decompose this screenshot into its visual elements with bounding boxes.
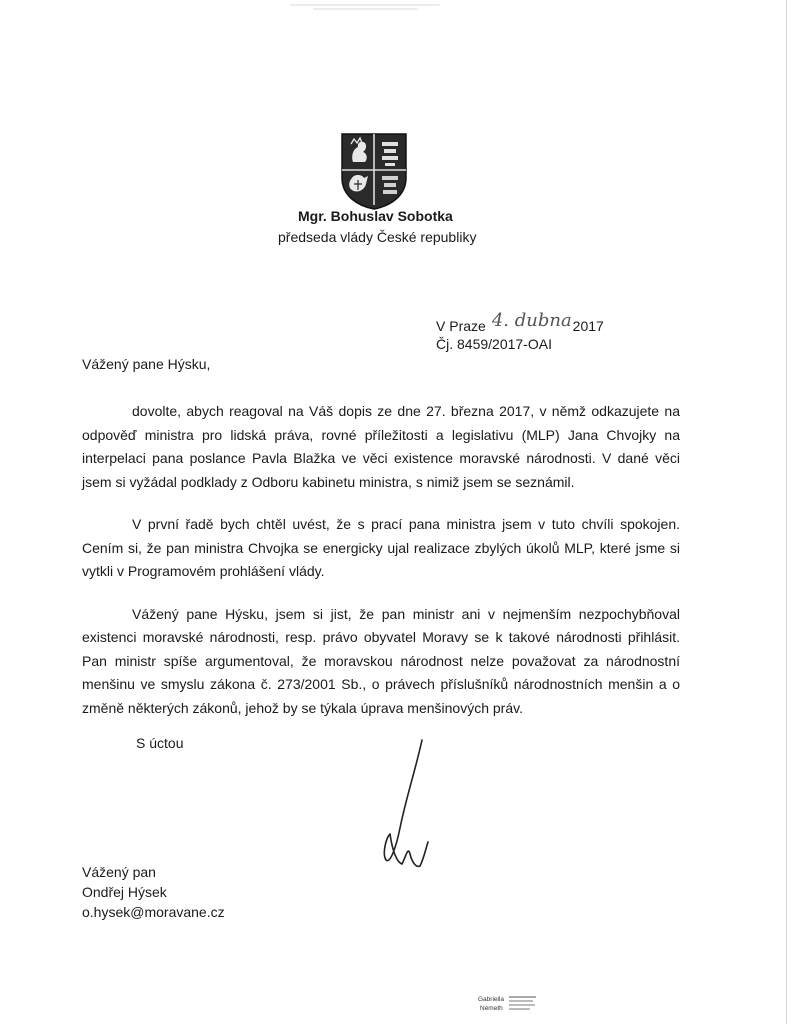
- recipient-name: Ondřej Hýsek: [82, 884, 167, 900]
- place: V Praze: [436, 318, 486, 334]
- paragraph: Vážený pane Hýsku, jsem si jist, že pan ministr ani v nejmenším nezpochybňoval existenci moravské národnosti, resp. právo obyvatel Moravy se k takové národnosti přihlásit. Pan ministr spíše argumentoval, že moravskou národnost nelze považovat za národnostní menšinu ve smyslu zákona č. 273/2001 Sb., o právech příslušníků národnostních menšin a o změně některých zákonů, jehož by se týkala úprava menšinových práv.: [82, 605, 680, 716]
- bleed-through-marks: [290, 2, 440, 12]
- svg-text:Németh: Németh: [480, 1005, 503, 1012]
- page-edge: [786, 0, 787, 1024]
- closing: S úctou: [136, 735, 184, 751]
- digital-signature-stamp-icon: [478, 993, 538, 1015]
- salutation: Vážený pane Hýsku,: [82, 356, 211, 372]
- paragraph: V první řadě bych chtěl uvést, že s prací pana ministra jsem v tuto chvíli spokojen. Cením si, že pan ministra Chvojka se energicky ujal realizace zbylých úkolů MLP, které jsme si vytkli v Programovém prohlášení vlády.: [82, 516, 680, 579]
- letter-body: [82, 400, 680, 739]
- sender-name: Mgr. Bohuslav Sobotka: [298, 208, 453, 224]
- handwritten-signature-icon: [376, 738, 440, 878]
- reference-number: Čj. 8459/2017-OAI: [436, 336, 552, 352]
- czech-coat-of-arms-icon: [340, 132, 408, 210]
- paragraph: dovolte, abych reagoval na Váš dopis ze dne 27. března 2017, v němž odkazujete na odpověď ministra pro lidská práva, rovné příležitosti a legislativu (MLP) Jana Chvojky na interpelaci pana poslance Pavla Blažka ve věci existence moravské národnosti. V dané věci jsem si vyžádal podklady z Odboru kabinetu ministra, s nimiž jsem se seznámil.: [82, 403, 680, 490]
- recipient-email: o.hysek@moravane.cz: [82, 904, 225, 920]
- handwritten-date: 4. dubna: [491, 310, 572, 331]
- sender-title: předseda vlády České republiky: [278, 229, 477, 245]
- recipient-line: Vážený pan: [82, 864, 156, 880]
- year: 2017: [572, 318, 604, 334]
- svg-text:Gabriella: Gabriella: [478, 996, 505, 1003]
- place-date: [436, 310, 604, 336]
- recipient-block: [82, 862, 225, 922]
